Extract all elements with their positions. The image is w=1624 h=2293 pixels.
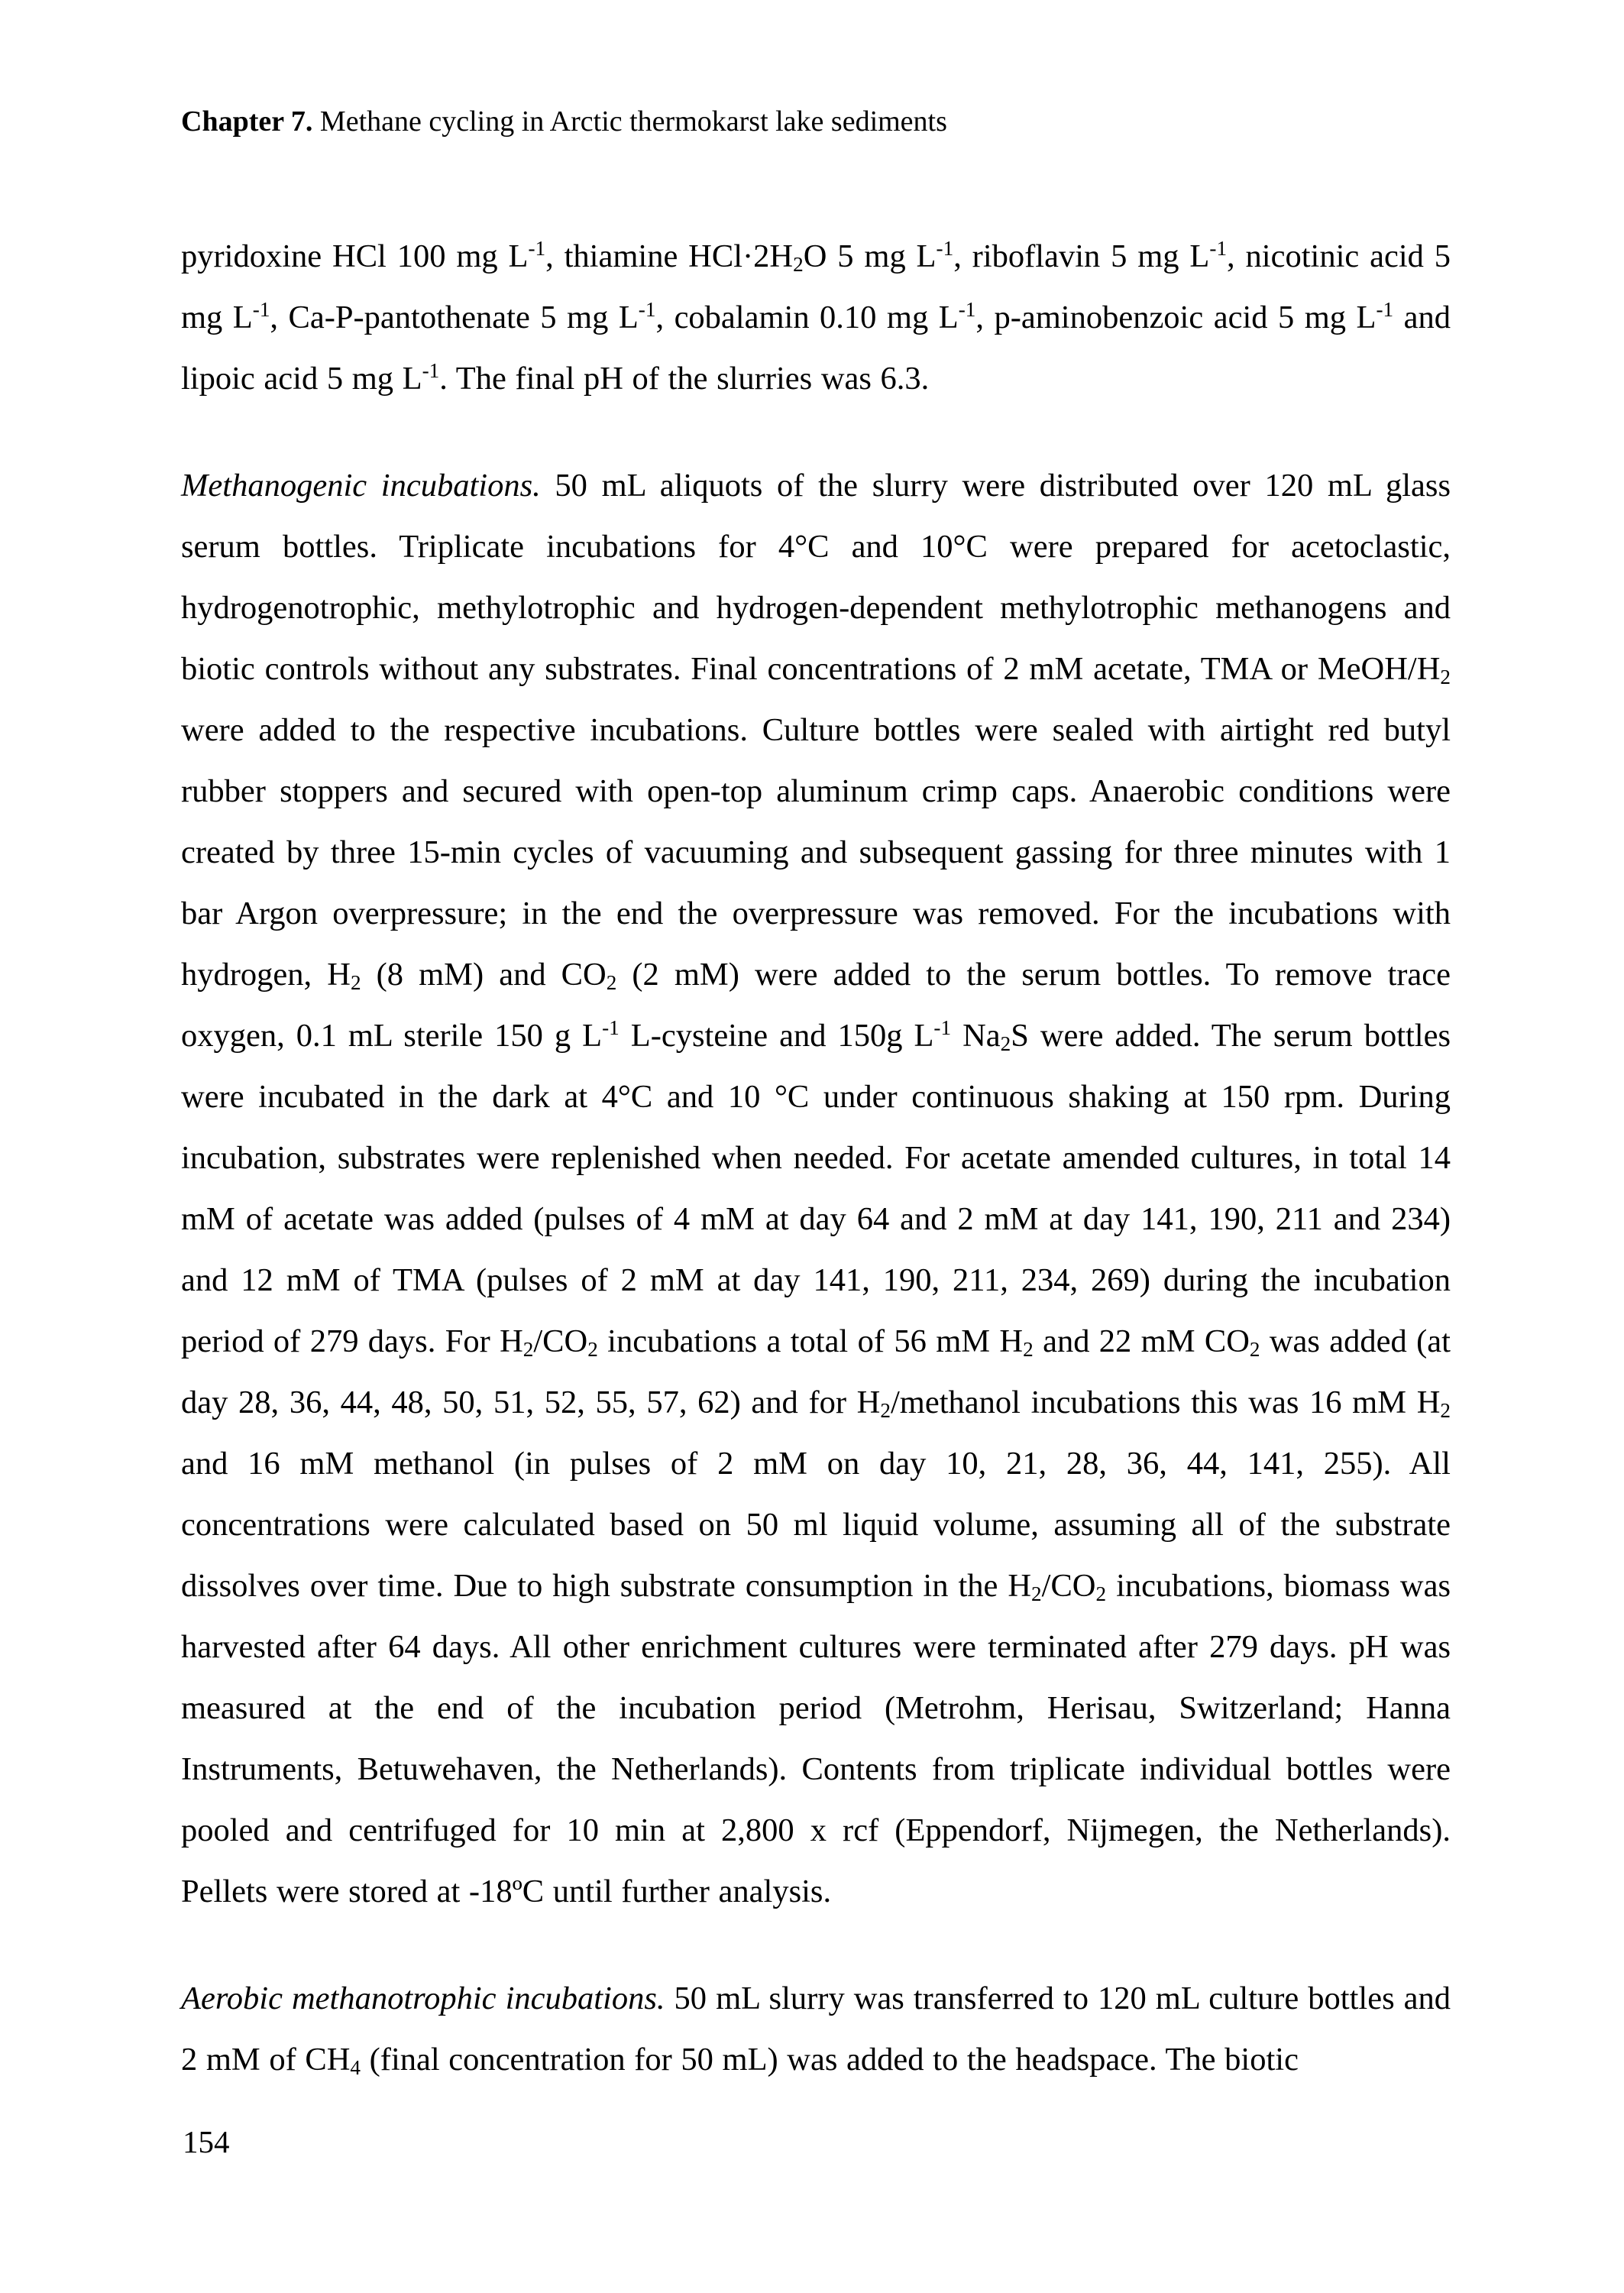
paragraph-text: 50 mL aliquots of the slurry were distributed over 120 mL glass serum bottles. Triplicate incubations for 4°C and 10°C were prepared for acetoclastic, hydrogenotrophic, methylotrophic and hydrogen-dependent methylotrophic methanogens and biotic controls without any substrates. Final concentrations of 2 mM acetate, TMA or MeOH/$H_2$ were added to the respective incubations. Culture bottles were sealed with airtight red butyl rubber stoppers and secured with open-top aluminum crimp caps. Anaerobic conditions were created by three 15-min cycles of vacuuming and subsequent gassing for three minutes with 1 bar Argon overpressure; in the end the overpressure was removed. For the incubations with hydrogen, $H_2$ (8 mM) and $CO_2$ (2 mM) were added to the serum bottles. To remove trace oxygen, 0.1 mL sterile 150 g $L^{-1}$ L-cysteine and 150g $L^{-1}$ $Na_2S$ were added. The serum bottles were incubated in the dark at 4°C and 10 °C under continuous shaking at 150 rpm. During incubation, substrates were replenished when needed. For acetate amended cultures, in total 14 mM of acetate was added (pulses of 4 mM at day 64 and 2 mM at day 141, 190, 211 and 234) and 12 mM of TMA (pulses of 2 mM at day 141, 190, 211, 234, 269) during the incubation period of 279 days. For $H_2/CO_2$ incubations a total of 56 mM $H_2$ and 22 mM $CO_2$ was added (at day 28, 36, 44, 48, 50, 51, 52, 55, 57, 62) and for $H_2$/methanol incubations this was 16 mM $H_2$ and 16 mM methanol (in pulses of 2 mM on day 10, 21, 28, 36, 44, 141, 255). All concentrations were calculated based on 50 ml liquid volume, assuming all of the substrate dissolves over time. Due to high substrate consumption in the $H_2/CO_2$ incubations, biomass was harvested after 64 days. All other enrichment cultures were terminated after 279 days. pH was measured at the end of the incubation period (Metrohm, Herisau, Switzerland; Hanna Instruments, Betuwehaven, the Netherlands). Contents from triplicate individual bottles were pooled and centrifuged for 10 min at 2,800 x rcf (Eppendorf, Nijmegen, the Netherlands). Pellets were stored at -18ºC until further analysis. (181, 468, 1451, 1909)
paragraph-lead: Aerobic methanotrophic incubations. (181, 1980, 665, 2016)
paragraph-vitamins (181, 226, 1451, 410)
chapter-title: Methane cycling in Arctic thermokarst lake sediments (312, 105, 947, 138)
paragraph-methanogenic-incubations (181, 455, 1451, 1922)
running-header (181, 104, 1449, 139)
chapter-label: Chapter 7. (181, 105, 313, 138)
page-body-text (181, 226, 1451, 2136)
paragraph-text: 50 mL slurry was transferred to 120 mL culture bottles and 2 mM of $CH_4$ (final concentration for 50 mL) was added to the headspace. The biotic (181, 1980, 1451, 2079)
paragraph-aerobic-methanotrophic-incubations (181, 1968, 1451, 2091)
paragraph-lead: Methanogenic incubations. (181, 468, 541, 504)
paragraph-text: pyridoxine HCl 100 mg $L^{-1}$, thiamine $HCl\cdot 2H_2O$ 5 mg $L^{-1}$, riboflavin 5 mg $L^{-1}$, nicotinic acid 5 mg $L^{-1}$, Ca-P-pantothenate 5 mg $L^{-1}$, cobalamin 0.10 mg $L^{-1}$, p-aminobenzoic acid 5 mg $L^{-1}$ and lipoic acid 5 mg $L^{-1}$. The final pH of the slurries was 6.3. (181, 237, 1451, 397)
page-number: 154 (183, 2124, 230, 2159)
